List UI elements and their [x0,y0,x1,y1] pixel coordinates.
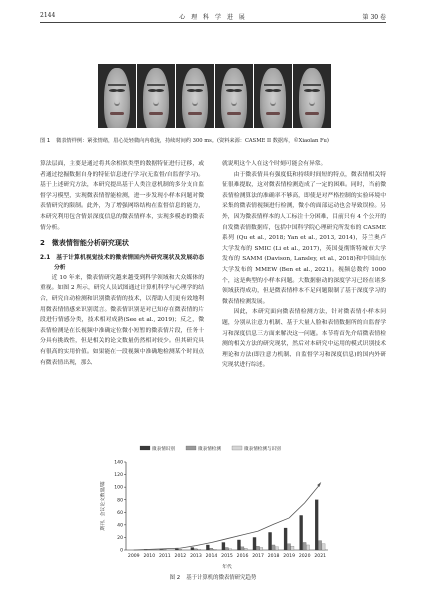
y-tick-label: 80 [117,498,123,504]
y-tick-label: 60 [117,510,123,516]
legend-label: 微表情检测 [198,446,221,452]
section-heading: 2 微表情智能分析研究现状 [40,239,129,248]
x-tick-label: 2020 [298,554,311,559]
bar [284,528,287,550]
y-tick-label: 0 [120,548,123,554]
x-tick-label: 2017 [252,554,264,559]
figure2-bar-chart [96,440,336,570]
x-tick-label: 2012 [174,554,187,559]
bar [163,549,166,550]
bar [198,549,201,550]
bar [253,537,256,550]
legend-swatch [186,446,196,450]
bar [268,532,271,550]
y-tick-label: 120 [114,473,123,479]
face-image [176,64,214,128]
legend-swatch [232,446,242,450]
bar [291,546,294,550]
body-paragraph: 算法层面，主要是通过将其余相似类型的数据特征进行迁移，或者通过挖掘数据自身的特征信息进行学习(无监督/自监督学习)。基于上述研究方法，本研究提出基于人类注意机制的多分支自监督学习模型，实现微表情智能检测，进一步发现小样本问题对微表情研究的限制。此外，为了增强网络结构在监督信息的能力，本研究利用包含情景深度信息的微表情样本，实现多模态的微表情分析。 [40,161,204,231]
bar [300,515,303,550]
page-number: 2144 [40,12,56,19]
figure1-caption [40,138,386,146]
x-axis-label: 年代 [222,565,232,570]
volume-label: 第 30 卷 [362,14,386,21]
figure1-label: 图 1 [40,138,51,144]
bar [210,548,213,550]
x-tick-label: 2021 [314,554,327,559]
legend-label: 微表情识别 [152,446,175,452]
y-tick-label: 20 [117,536,123,542]
bar [179,549,182,550]
x-tick-label: 2016 [236,554,249,559]
x-tick-label: 2009 [127,554,140,559]
figure1-face-strip [98,64,331,128]
bar [322,544,325,550]
bar [241,547,244,550]
x-tick-label: 2019 [283,554,296,559]
face-image [98,64,136,128]
running-header [40,12,386,22]
bar [213,549,216,550]
bar [287,544,290,550]
x-tick-label: 2015 [221,554,233,559]
bar [272,545,275,550]
subsection-heading: 2.1 基于计算机视觉技术的微表情国内外研究现状及发展动态分析 [40,254,204,271]
bar [222,542,225,550]
bar [303,542,306,550]
bar [229,549,232,550]
x-tick-label: 2010 [143,554,156,559]
bar [175,549,178,550]
bar [256,546,259,550]
bar [260,547,263,550]
left-column [40,159,204,368]
face-image [137,64,175,128]
figure2-caption-text: 基于计算机的微表情研究趋势 [186,575,257,581]
body-paragraph: 就说明这个人在这个时刻可能会有异常。 [222,161,327,167]
bar [194,549,197,550]
bar [191,547,194,550]
body-paragraph: 近 10 年来，微表情研究越来越受到科学领域和大众媒体的重视。如图 2 所示，研究人员试图通过计算机科学与心理学的结合，研究自动检测和识别微表情的技术，以帮助人们更有效地利用微表情情感来识别谎言。微表情识别是对已知存在微表情的片段进行情感分类，技术相对成熟(See et al., 2019)；反之，微表情检测是在长视频中准确定位微小短暂的微表情片段，任务十分具有挑战性，但是相关的论文数量仍然相对较少。但其研究具有很高的实用价值。如果能在一段视频中准确地检测某个时间点有微表情出现，那么 [40,274,204,366]
bar [237,540,240,550]
y-tick-label: 140 [114,460,123,466]
journal-name: 心 理 科 学 进 展 [179,14,247,21]
face-image [254,64,292,128]
bar [225,547,228,550]
trend-line [134,484,320,550]
figure2-label: 图 2 [169,575,181,581]
legend-label: 微表情检测与识别 [244,446,281,452]
bar [315,500,318,550]
x-tick-label: 2014 [205,554,218,559]
bar [275,547,278,550]
x-tick-label: 2018 [267,554,280,559]
y-axis-label: 期刊、会议论文数量/篇 [101,481,106,531]
bar [160,549,163,550]
figure2-caption [40,573,386,581]
right-column [222,159,386,371]
x-tick-label: 2013 [190,554,202,559]
bar [306,545,309,550]
bar [244,548,247,550]
body-paragraph: 因此，本研究面向微表情检测方法，针对微表情小样本问题，分别从注意力机制、基于大量人脸和表情数据所的自监督学习和深度信息三方面来解决这一问题。本节将首先介绍微表情检测的相关方法的研究现状，然后对本研究中运用的模式识别技术理论和方法(即注意力机制、自监督学习和深度信息)的国内外研究现状进行综述。 [222,309,386,369]
body-paragraph: 由于微表情具有强度低和持续时间短的特点，微表情相关特征很难提取，这对微表情检测造成了一定的困难。同时，当前微表情检测算法的准确率不够高，即使是对严格控制的实验环境中采集的微表情视频进行检测，微小的面部运动也会导致误检。另外，因为微表情样本的人工标注十分困难，目前只有 4 个公开的自发微表情数据库，包括中国科学院心理研究所发布的 CASME 系列 (Qu et al., 2018; Yan et al., 2013, 2014)，芬兰奥卢大学发布的 SMIC (Li et al., 2017)，英国曼彻斯特城市大学发布的 SAMM (Davison, Lansley, et al., 2018)和中国山东大学发布的 MMEW (Ben et al., 2021)。视频总数约 1000 个，这是典型的小样本问题。大数据驱动的深度学习已经在诸多领域获得成功，但是微表情样本不足问题限制了基于深度学习的微表情检测发展。 [222,171,386,305]
figure1-caption-text: 微表情样例：紧张情绪，眉心处轻微向内收拢，持续时间约 300 ms。(资料来源：CASME II 数据库，©Xiaolan Fu) [56,138,329,144]
face-image [215,64,253,128]
legend-swatch [140,446,150,450]
bar [319,541,322,550]
trend-arrow-icon [317,482,321,487]
y-tick-label: 40 [117,523,123,529]
y-tick-label: 100 [114,485,123,491]
header-rule [40,22,386,23]
x-tick-label: 2011 [158,554,171,559]
bar [206,545,209,550]
face-image [293,64,331,128]
